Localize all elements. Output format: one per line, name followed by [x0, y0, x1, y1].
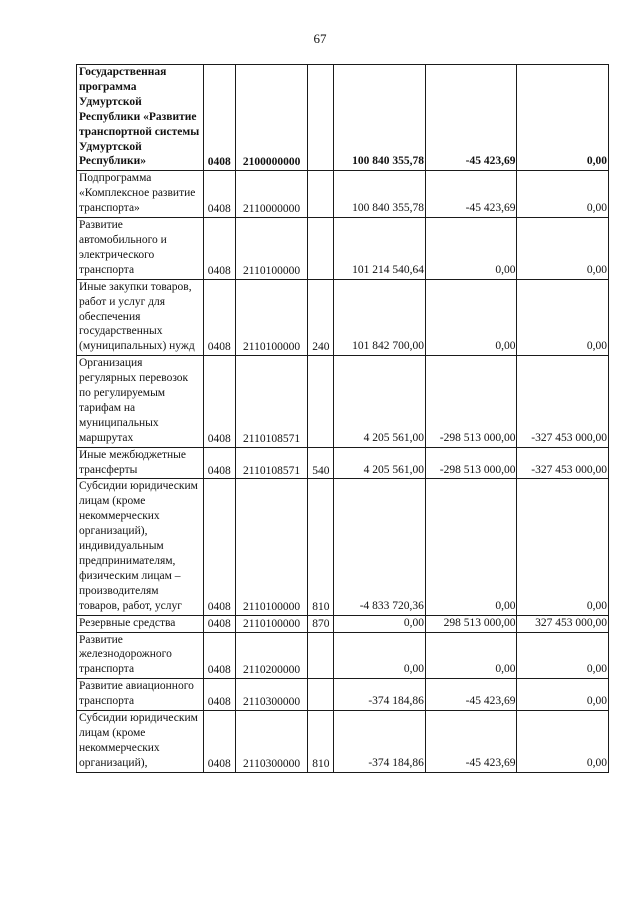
amount-col-1: 100 840 355,78	[334, 171, 426, 218]
amount-col-3: -327 453 000,00	[517, 447, 609, 479]
expense-kind-code: 540	[308, 447, 334, 479]
section-code: 0408	[203, 218, 235, 280]
amount-col-2: -45 423,69	[425, 171, 517, 218]
row-name: Иные межбюджетные трансферты	[77, 447, 204, 479]
table-row	[77, 279, 609, 356]
amount-col-2: -298 513 000,00	[425, 447, 517, 479]
row-name: Развитие железнодорожного транспорта	[77, 632, 204, 679]
amount-col-3: 0,00	[517, 65, 609, 171]
amount-col-3: -327 453 000,00	[517, 356, 609, 447]
expense-kind-code	[308, 679, 334, 711]
row-name: Субсидии юридическим лицам (кроме некоммерческих организаций),	[77, 711, 204, 773]
row-name: Иные закупки товаров, работ и услуг для обеспечения государственных (муниципальных) нужд	[77, 279, 204, 356]
table-row	[77, 447, 609, 479]
section-code: 0408	[203, 447, 235, 479]
section-code: 0408	[203, 356, 235, 447]
expense-kind-code	[308, 218, 334, 280]
table-row	[77, 218, 609, 280]
amount-col-1: -4 833 720,36	[334, 479, 426, 615]
expense-kind-code	[308, 65, 334, 171]
amount-col-2: -45 423,69	[425, 711, 517, 773]
target-article-code: 2110300000	[235, 679, 307, 711]
amount-col-1: 4 205 561,00	[334, 356, 426, 447]
expense-kind-code: 870	[308, 615, 334, 632]
target-article-code: 2110100000	[235, 218, 307, 280]
amount-col-2: -298 513 000,00	[425, 356, 517, 447]
amount-col-1: 101 214 540,64	[334, 218, 426, 280]
amount-col-1: 0,00	[334, 615, 426, 632]
row-name: Резервные средства	[77, 615, 204, 632]
amount-col-1: 101 842 700,00	[334, 279, 426, 356]
amount-col-3: 0,00	[517, 171, 609, 218]
amount-col-1: 4 205 561,00	[334, 447, 426, 479]
target-article-code: 2110200000	[235, 632, 307, 679]
section-code: 0408	[203, 632, 235, 679]
row-name: Подпрограмма «Комплексное развитие транспорта»	[77, 171, 204, 218]
amount-col-3: 0,00	[517, 279, 609, 356]
section-code: 0408	[203, 615, 235, 632]
amount-col-1: 100 840 355,78	[334, 65, 426, 171]
section-code: 0408	[203, 279, 235, 356]
expense-kind-code: 810	[308, 479, 334, 615]
target-article-code: 2110100000	[235, 279, 307, 356]
expense-kind-code: 810	[308, 711, 334, 773]
amount-col-3: 0,00	[517, 479, 609, 615]
target-article-code: 2100000000	[235, 65, 307, 171]
amount-col-2: -45 423,69	[425, 679, 517, 711]
row-name: Развитие авиационного транспорта	[77, 679, 204, 711]
amount-col-3: 327 453 000,00	[517, 615, 609, 632]
expense-kind-code	[308, 356, 334, 447]
table-row	[77, 632, 609, 679]
table-row	[77, 615, 609, 632]
amount-col-2: 0,00	[425, 632, 517, 679]
amount-col-2: 0,00	[425, 279, 517, 356]
table-row	[77, 679, 609, 711]
budget-table	[76, 64, 609, 773]
amount-col-3: 0,00	[517, 632, 609, 679]
expense-kind-code	[308, 632, 334, 679]
section-code: 0408	[203, 65, 235, 171]
section-code: 0408	[203, 679, 235, 711]
row-name: Организация регулярных перевозок по регулируемым тарифам на муниципальных маршрутах	[77, 356, 204, 447]
table-row	[77, 479, 609, 615]
section-code: 0408	[203, 711, 235, 773]
amount-col-2: -45 423,69	[425, 65, 517, 171]
amount-col-1: -374 184,86	[334, 679, 426, 711]
section-code: 0408	[203, 479, 235, 615]
page-number: 67	[313, 31, 327, 46]
target-article-code: 2110108571	[235, 447, 307, 479]
amount-col-3: 0,00	[517, 679, 609, 711]
target-article-code: 2110300000	[235, 711, 307, 773]
amount-col-2: 0,00	[425, 218, 517, 280]
amount-col-2: 298 513 000,00	[425, 615, 517, 632]
row-name: Государственная программа Удмуртской Республики «Развитие транспортной системы Удмуртской Республики»	[77, 65, 204, 171]
expense-kind-code	[308, 171, 334, 218]
amount-col-3: 0,00	[517, 711, 609, 773]
table-row	[77, 171, 609, 218]
expense-kind-code: 240	[308, 279, 334, 356]
amount-col-1: 0,00	[334, 632, 426, 679]
amount-col-2: 0,00	[425, 479, 517, 615]
target-article-code: 2110000000	[235, 171, 307, 218]
target-article-code: 2110108571	[235, 356, 307, 447]
amount-col-3: 0,00	[517, 218, 609, 280]
table-row	[77, 356, 609, 447]
row-name: Развитие автомобильного и электрического транспорта	[77, 218, 204, 280]
table-row	[77, 65, 609, 171]
table-row	[77, 711, 609, 773]
amount-col-1: -374 184,86	[334, 711, 426, 773]
section-code: 0408	[203, 171, 235, 218]
target-article-code: 2110100000	[235, 615, 307, 632]
row-name: Субсидии юридическим лицам (кроме некоммерческих организаций), индивидуальным предпринимателям, физическим лицам – производителям товаров, работ, услуг	[77, 479, 204, 615]
target-article-code: 2110100000	[235, 479, 307, 615]
